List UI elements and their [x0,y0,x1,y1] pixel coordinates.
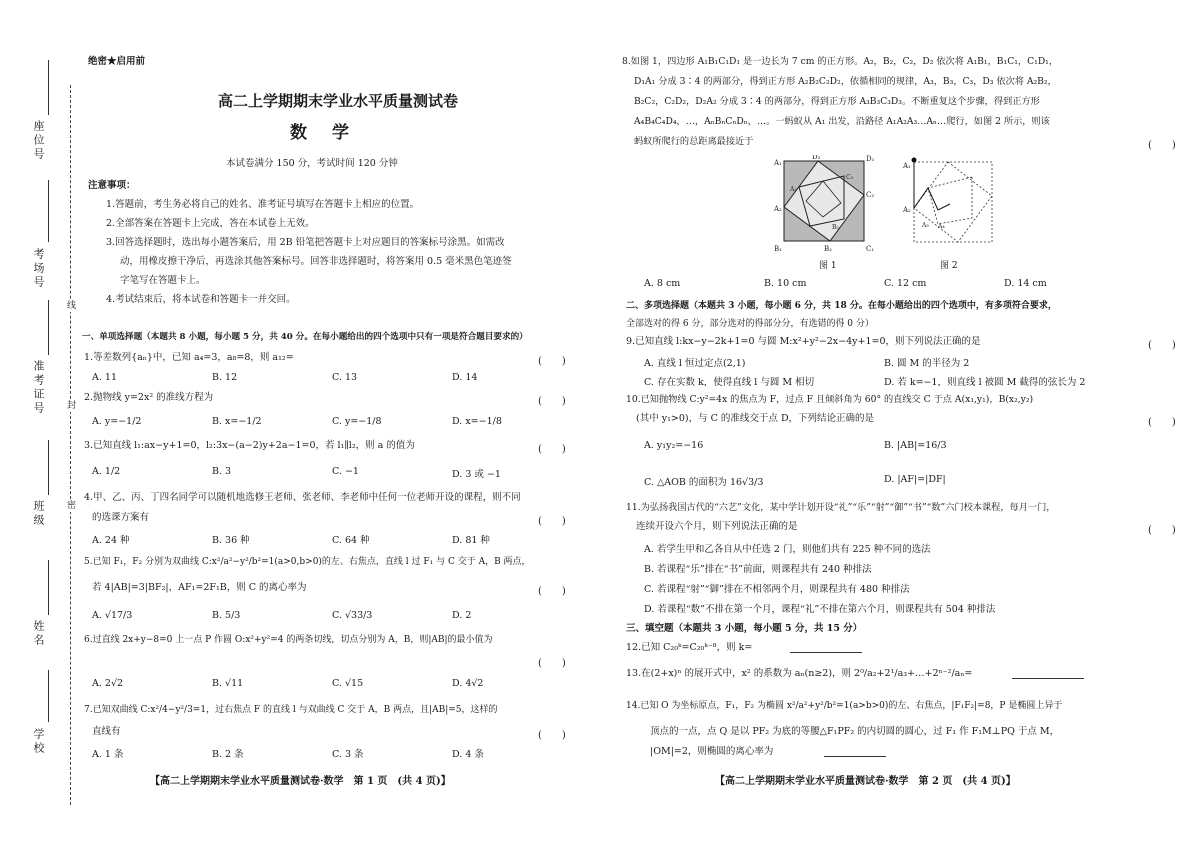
option: D. 若 k=−1，则直线 l 被圆 M 截得的弦长为 2 [884,377,1086,388]
fig-label: C₃ [846,174,853,181]
answer-paren: ( ) [538,396,566,407]
question-stem: 3.已知直线 l₁:ax−y+1=0，l₂:3x−(a−2)y+2a−1=0，若 l₁∥l₂，则 a 的值为 [84,440,415,451]
answer-paren: ( ) [538,730,566,741]
option: B. 10 cm [764,278,807,289]
question-stem: 11.为弘扬我国古代的“六艺”文化，某中学计划开设“礼”“乐”“射”“御”“书”“数”六门校本课程，每月一门， [626,502,1056,513]
option: A. 8 cm [644,278,681,289]
question-stem-cont: (其中 y₁>0)，与 C 的准线交于点 D，下列结论正确的是 [636,413,875,424]
option: B. x=−1/2 [212,416,262,427]
question-stem-cont: 若 4|AB|=3|BF₂|，AF₁=2F₁B，则 C 的离心率为 [92,582,307,593]
question-stem-cont: 蚂蚁所爬行的总距离最接近于 [634,136,754,147]
question-stem-cont: B₂C₂，C₂D₂，D₂A₂ 分成 3∶4 的两部分，得到正方形 A₃B₃C₃D₃。不断重复这个步骤，得到正方形 [634,96,1040,107]
option: C. √15 [332,678,364,689]
question-stem: 9.已知直线 l:kx−y−2k+1=0 与圆 M:x²+y²−2x−4y+1=0，则下列说法正确的是 [626,336,981,347]
question-stem: 4.甲、乙、丙、丁四名同学可以随机地选修王老师、张老师、李老师中任何一位老师开设的课程，则不同 [84,492,521,503]
option: D. 4√2 [452,678,484,689]
side-label-room: 考场号 [32,248,45,290]
name-field-line [48,560,49,615]
side-label-ticket: 准考证号 [32,360,45,416]
section-heading-cont: 全部选对的得 6 分，部分选对的得部分分，有选错的得 0 分） [626,319,874,329]
option: C. 3 条 [332,749,364,760]
answer-paren: ( ) [1148,340,1176,351]
side-label-name: 姓名 [32,620,45,648]
subject-title: 数 学 [290,123,353,143]
school-field-line [48,670,49,722]
answer-paren: ( ) [538,516,566,527]
option: D. 4 条 [452,749,484,760]
question-stem: 5.已知 F₁，F₂ 分别为双曲线 C:x²/a²−y²/b²=1(a>0,b>0)的左、右焦点，直线 l 过 F₁ 与 C 交于 A，B 两点， [84,557,531,567]
question-stem-cont: 顶点的一点，点 Q 是以 PF₂ 为底的等腰△F₁PF₂ 的内切圆的圆心，过 F₁ 作 F₁M⊥PQ 于点 M， [650,726,1060,737]
question-stem: 8.如图 1，四边形 A₁B₁C₁D₁ 是一边长为 7 cm 的正方形。A₂，B₂，C₂，D₂ 依次将 A₁B₁，B₁C₁，C₁D₁， [622,56,1059,67]
fig-label: B₃ [832,224,839,231]
option: A. √17/3 [92,610,133,621]
fig-label: A₂ [903,206,911,214]
option: C. 若课程“射”“御”排在不相邻两个月，则课程共有 480 种排法 [644,584,910,595]
answer-blank [790,652,862,653]
question-stem-cont: A₄B₄C₄D₄，…，AₙBₙCₙDₙ，…。一蚂蚁从 A₁ 出发，沿路径 A₁A₂A₃…Aₙ…爬行，如图 2 所示，则该 [634,116,1050,127]
fig-label: C₁ [866,245,875,253]
option: B. √11 [212,678,244,689]
option: A. 2√2 [92,678,124,689]
answer-paren: ( ) [538,658,566,669]
fig-label: D₂ [812,155,821,161]
question-stem-cont: 的选课方案有 [92,512,150,523]
option: C. −1 [332,466,359,477]
figure-2-caption: 图 2 [940,261,958,271]
option: B. 若课程“乐”排在“书”前面，则课程共有 240 种排法 [644,564,872,575]
option: A. 1/2 [92,466,121,477]
question-stem: 13.在(2+x)ⁿ 的展开式中，x² 的系数为 aₙ(n≥2)，则 2⁰/a₂+2¹/a₃+…+2ⁿ⁻²/aₙ= [626,668,973,679]
fig-label: A₃ [790,186,797,193]
question-stem-cont: 连续开设六个月，则下列说法正确的是 [636,521,798,532]
option: D. 14 cm [1004,278,1047,289]
option: C. 12 cm [884,278,927,289]
class-field-line [48,440,49,495]
figure-2-spiral-path [900,152,1000,252]
fig-label: D₁ [866,155,875,163]
page-footer: 【高二上学期期末学业水平质量测试卷·数学 第 2 页 (共 4 页)】 [715,776,1016,787]
note-item: 4.考试结束后，将本试卷和答题卡一并交回。 [106,294,296,305]
option: A. y=−1/2 [92,416,142,427]
option: B. 2 条 [212,749,244,760]
question-stem: 14.已知 O 为坐标原点，F₁，F₂ 为椭圆 x²/a²+y²/b²=1(a>b>0)的左、右焦点，|F₁F₂|=8，P 是椭圆上异于 [626,701,1063,711]
option: B. 圆 M 的半径为 2 [884,358,970,369]
option: A. y₁y₂=−16 [644,440,704,451]
ticket-field-line [48,300,49,355]
seat-field-line [48,60,49,115]
figure-1-nested-squares [772,155,902,255]
question-stem: 7.已知双曲线 C:x²/4−y²/3=1，过右焦点 F 的直线 l 与双曲线 C 交于 A，B 两点，且|AB|=5，这样的 [84,705,498,715]
fig-label: A₁ [903,162,911,170]
option: B. 12 [212,372,238,383]
option: B. 5/3 [212,610,241,621]
section-heading: 二、多项选择题（本题共 3 小题，每小题 6 分，共 18 分。在每小题给出的四个选项中，有多项符合要求， [626,301,1057,311]
note-item: 1.答题前，考生务必将自己的姓名、准考证号填写在答题卡上相应的位置。 [106,199,420,210]
section-heading: 三、填空题（本题共 3 小题，每小题 5 分，共 15 分） [626,623,863,634]
question-stem-cont: 直线有 [92,726,121,737]
option: C. 64 种 [332,535,370,546]
question-stem: 12.已知 C₂₀ᵏ=C₂₀ᵏ⁻⁸，则 k= [626,642,753,653]
option: B. 3 [212,466,232,477]
answer-blank [1012,678,1084,679]
fig-label: A₄ [938,223,945,230]
answer-paren: ( ) [538,444,566,455]
option: D. 2 [452,610,472,621]
option: C. 13 [332,372,358,383]
exam-subtitle: 本试卷满分 150 分，考试时间 120 分钟 [226,158,398,169]
answer-paren: ( ) [538,586,566,597]
question-stem: 1.等差数列{aₙ}中，已知 a₄=3，a₈=8，则 a₁₂= [84,352,294,363]
option: C. y=−1/8 [332,416,382,427]
fig-label: A₂ [774,205,782,213]
side-label-class: 班级 [32,500,45,528]
answer-paren: ( ) [538,356,566,367]
note-item: 2.全部答案在答题卡上完成，答在本试卷上无效。 [106,218,315,229]
answer-paren: ( ) [1148,525,1176,536]
option: D. 若课程“数”不排在第一个月，课程“礼”不排在第六个月，则课程共有 504 种排法 [644,604,996,615]
option: D. 81 种 [452,535,490,546]
room-field-line [48,180,49,242]
option: D. x=−1/8 [452,416,502,427]
secret-mark: 绝密★启用前 [88,56,146,67]
fig-label: A₁ [774,159,782,167]
note-item: 动，用橡皮擦干净后，再选涂其他答案标号。回答非选择题时，将答案用 0.5 毫米黑色笔迹签 [120,256,512,267]
fig-label: B₂ [824,245,832,253]
cut-label-line: 线 [65,300,75,312]
question-stem: 6.过直线 2x+y−8=0 上一点 P 作圆 O:x²+y²=4 的两条切线，切点分别为 A，B，则|AB|的最小值为 [84,635,493,645]
option: B. |AB|=16/3 [884,440,947,451]
figure-1-caption: 图 1 [819,261,837,271]
note-item: 字笔写在答题卡上。 [120,275,206,286]
option: D. |AF|=|DF| [884,474,946,485]
question-stem-cont: D₁A₁ 分成 3∶4 的两部分，得到正方形 A₂B₂C₂D₂，依循相同的规律，A₃，B₃，C₃，D₃ 依次将 A₂B₂， [634,76,1057,87]
fig-label: B₁ [774,245,782,253]
answer-paren: ( ) [1148,417,1176,428]
cut-label-seal: 封 [65,400,75,412]
side-label-seat: 座位号 [32,120,45,162]
question-stem: 10.已知抛物线 C:y²=4x 的焦点为 F，过点 F 且倾斜角为 60° 的直线交 C 于点 A(x₁,y₁)，B(x₂,y₂) [626,394,1034,405]
fig-label: C₂ [866,191,875,199]
option: A. 直线 l 恒过定点(2,1) [644,358,746,369]
option: A. 11 [92,372,117,383]
seal-line [70,85,71,805]
notes-header: 注意事项： [88,180,136,191]
question-stem-cont: |OM|=2，则椭圆的离心率为 [650,746,774,757]
question-stem: 2.抛物线 y=2x² 的准线方程为 [84,392,214,403]
cut-label-secret: 密 [65,500,75,512]
exam-page-2 [600,0,1200,849]
answer-paren: ( ) [1148,140,1176,151]
side-label-school: 学校 [32,728,45,756]
fig-label: A₃ [922,222,929,229]
option: A. 24 种 [92,535,130,546]
answer-blank [824,756,886,757]
option: D. 3 或 −1 [452,469,501,480]
option: D. 14 [452,372,478,383]
section-heading: 一、单项选择题（本题共 8 小题，每小题 5 分，共 40 分。在每小题给出的四个选项中只有一项是符合题目要求的） [82,332,528,342]
option: A. 若学生甲和乙各自从中任选 2 门，则他们共有 225 种不同的选法 [644,544,931,555]
option: C. △AOB 的面积为 16√3/3 [644,477,764,488]
page-footer: 【高二上学期期末学业水平质量测试卷·数学 第 1 页 (共 4 页)】 [150,776,451,787]
option: B. 36 种 [212,535,250,546]
option: A. 1 条 [92,749,124,760]
note-item: 3.回答选择题时，选出每小题答案后，用 2B 铅笔把答题卡上对应题目的答案标号涂黑。如需改 [106,237,505,248]
exam-title: 高二上学期期末学业水平质量测试卷 [218,92,459,110]
option: C. 存在实数 k，使得直线 l 与圆 M 相切 [644,377,815,388]
option: C. √33/3 [332,610,373,621]
